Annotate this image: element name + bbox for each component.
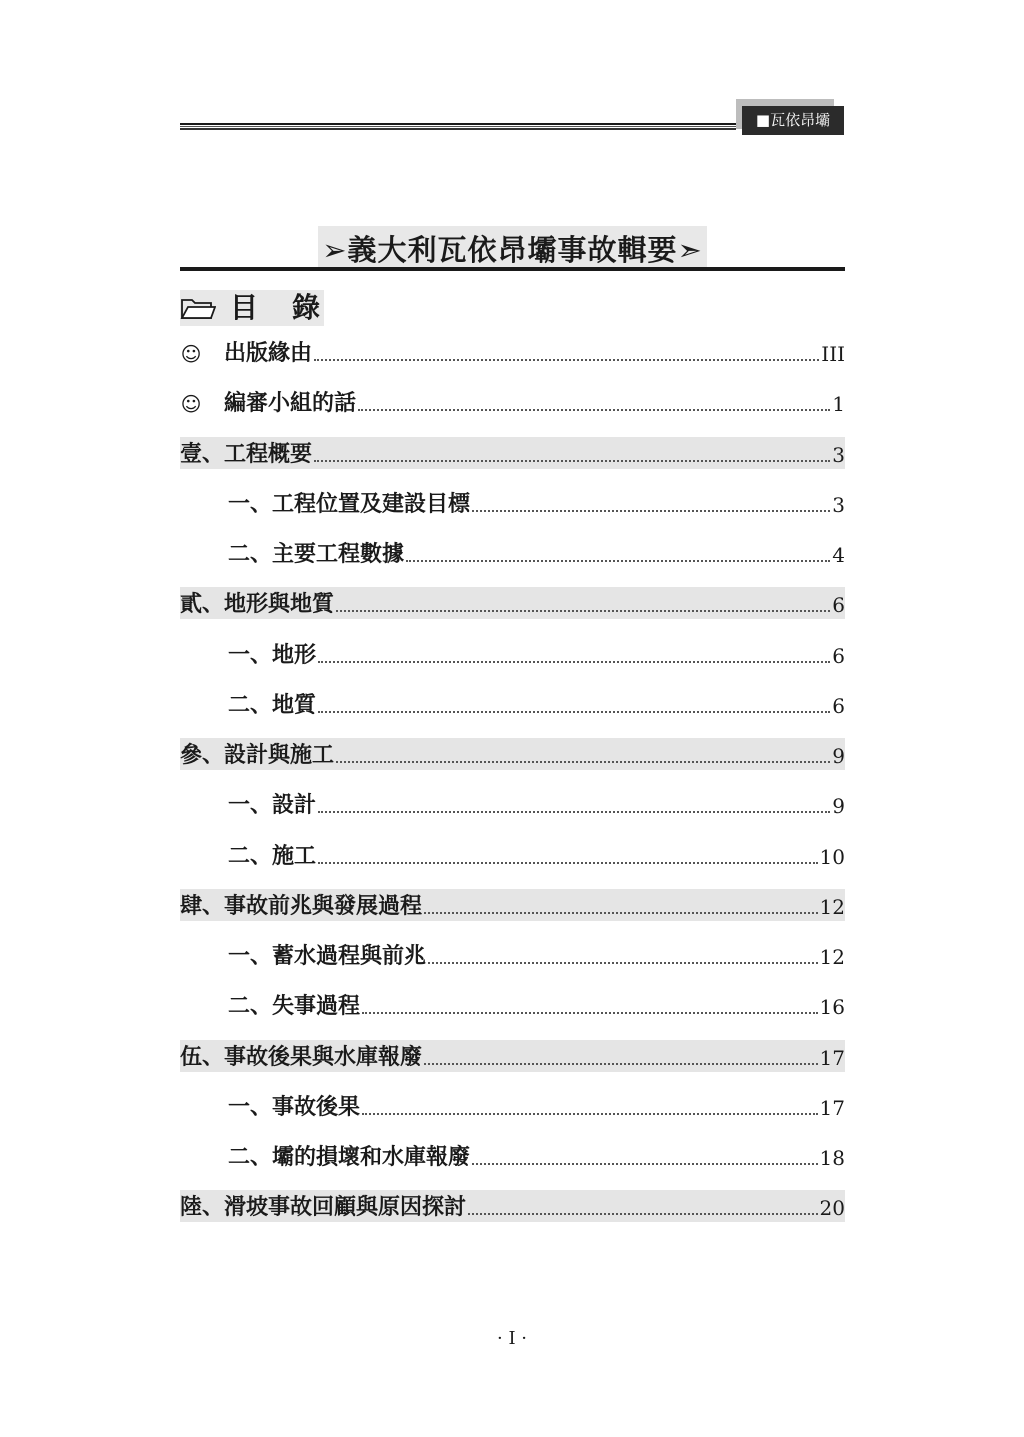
dot-leader [424,912,818,914]
toc-entry-label: 一、蓄水過程與前兆 [228,944,427,969]
toc-entry[interactable] [180,688,845,720]
dot-leader [424,1063,818,1065]
toc-entry[interactable] [180,1090,845,1122]
toc-entry[interactable] [180,336,845,368]
dot-leader [318,711,830,713]
dot-leader [362,1113,818,1115]
toc-entry-page: 17 [819,1095,845,1120]
toc-entry[interactable] [180,939,845,971]
toc-entry-label: 伍、事故後果與水庫報廢 [180,1044,423,1070]
toc-entry[interactable] [180,386,845,418]
toc-entry-page: 1 [832,392,845,417]
document-title: ➢義大利瓦依昂壩事故輯要➣ [318,226,707,271]
toc-entry-label: 二、地質 [228,692,317,718]
toc-entry-page: 9 [832,794,845,819]
toc-entry-page: 6 [832,643,845,668]
toc-entry-label: 二、壩的損壞和水庫報廢 [228,1145,471,1170]
dot-leader [314,359,819,361]
toc-entry-label: 二、主要工程數據 [228,542,405,567]
toc-heading-text: 目錄 [230,291,355,324]
toc-entry-page: 17 [819,1045,845,1070]
toc-entry-label: 一、地形 [228,642,317,668]
toc-entry-page: 6 [832,693,845,718]
dot-leader [336,761,830,763]
dot-leader [358,409,830,411]
toc-entry[interactable] [180,587,845,619]
page-number: · I · [497,1328,527,1349]
toc-entry-label: 貳、地形與地質 [180,592,335,618]
toc-entry-page: III [821,342,845,366]
title-underline [180,267,845,271]
dot-leader [428,962,818,964]
toc-entry-label: 一、事故後果 [228,1094,361,1120]
toc-entry[interactable] [180,1040,845,1072]
toc-entry-page: 20 [819,1196,845,1221]
folder-icon [180,296,216,322]
toc-entry[interactable] [180,437,845,469]
toc-entry[interactable] [180,839,845,871]
dot-leader [314,460,830,462]
dot-leader [472,510,830,512]
toc-entry[interactable] [180,1190,845,1222]
dot-leader [318,661,830,663]
toc-entry-page: 3 [832,442,845,467]
toc-entry[interactable] [180,788,845,820]
header-section-tag: ■瓦依昂壩 [742,106,844,135]
toc-list [180,336,845,1241]
toc-entry-page: 16 [819,995,845,1020]
header-rule [180,123,736,130]
dot-leader [468,1213,818,1215]
toc-entry-label: 出版緣由 [224,341,313,366]
dot-leader [336,610,830,612]
dot-leader [406,560,830,562]
toc-entry[interactable] [180,738,845,770]
toc-entry[interactable] [180,889,845,921]
toc-entry-page: 12 [819,945,845,969]
smiley-icon: ☺ [180,392,202,417]
toc-entry-label: 二、失事過程 [228,994,361,1020]
toc-entry-page: 12 [819,894,845,919]
toc-entry-label: 編審小組的話 [224,391,357,417]
title-container [180,226,845,271]
dot-leader [318,811,830,813]
toc-entry-label: 肆、事故前兆與發展過程 [180,893,423,919]
toc-entry-label: 一、工程位置及建設目標 [228,491,471,517]
toc-entry[interactable] [180,537,845,569]
toc-entry-label: 陸、滑坡事故回顧與原因探討 [180,1195,467,1221]
toc-heading [180,290,355,326]
dot-leader [318,862,818,864]
toc-entry-page: 3 [832,492,845,517]
toc-entry[interactable] [180,1140,845,1172]
toc-entry-page: 10 [819,844,845,869]
toc-entry[interactable] [180,487,845,519]
dot-leader [362,1012,818,1014]
smiley-icon: ☺ [180,342,202,366]
toc-entry-label: 壹、工程概要 [180,441,313,467]
toc-entry-page: 6 [832,593,845,618]
toc-entry-page: 4 [832,543,845,567]
toc-entry[interactable] [180,989,845,1021]
toc-entry-label: 一、設計 [228,793,317,819]
toc-entry-page: 9 [832,744,845,768]
toc-entry-label: 二、施工 [228,843,317,869]
toc-entry-page: 18 [819,1146,845,1170]
toc-entry[interactable] [180,638,845,670]
toc-entry-label: 參、設計與施工 [180,743,335,768]
dot-leader [472,1163,818,1165]
